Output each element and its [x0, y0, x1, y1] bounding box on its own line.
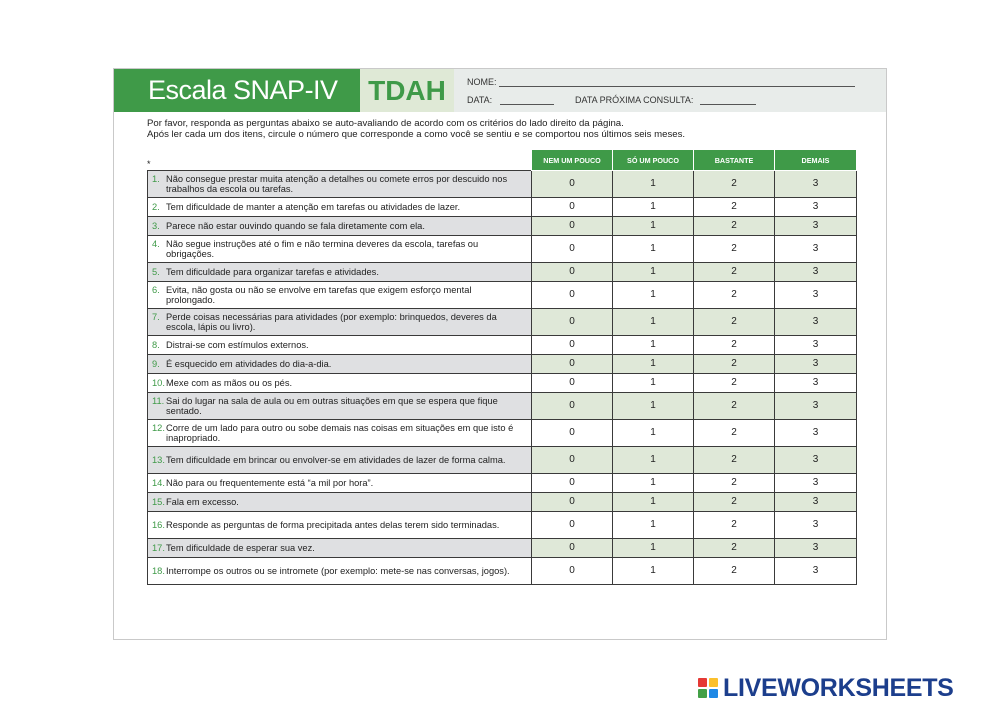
table-row [148, 198, 857, 217]
question-text: Não segue instruções até o fim e não termina deveres da escola, tarefas ou obrigações. [166, 238, 479, 259]
score-option[interactable]: 0 [532, 512, 613, 539]
column-header: DEMAIS [775, 150, 857, 171]
table-row [148, 309, 857, 336]
score-option[interactable]: 1 [613, 474, 694, 493]
score-option[interactable]: 1 [613, 447, 694, 474]
next-date-label: DATA PRÓXIMA CONSULTA: [575, 95, 694, 105]
brand-name: LIVEWORKSHEETS [723, 673, 954, 702]
question-cell [148, 282, 532, 309]
table-row [148, 171, 857, 198]
question-number: 3. [152, 220, 160, 231]
table-row [148, 420, 857, 447]
question-number: 7. [152, 311, 160, 322]
table-row [148, 558, 857, 585]
score-option[interactable]: 1 [613, 309, 694, 336]
question-text: Tem dificuldade para organizar tarefas e atividades. [166, 266, 379, 277]
score-option[interactable]: 0 [532, 282, 613, 309]
question-text: Tem dificuldade de esperar sua vez. [166, 542, 315, 553]
score-option[interactable]: 0 [532, 217, 613, 236]
score-option[interactable]: 3 [775, 236, 857, 263]
score-option[interactable]: 3 [775, 355, 857, 374]
score-option[interactable]: 3 [775, 374, 857, 393]
score-option[interactable]: 0 [532, 420, 613, 447]
question-cell [148, 263, 532, 282]
question-number: 6. [152, 284, 160, 295]
question-number: 2. [152, 201, 160, 212]
score-option[interactable]: 2 [694, 512, 775, 539]
table-row [148, 236, 857, 263]
table-row [148, 393, 857, 420]
score-option[interactable]: 2 [694, 263, 775, 282]
table-header-row [148, 150, 857, 171]
logo-square [709, 689, 718, 698]
question-cell [148, 198, 532, 217]
score-option[interactable]: 3 [775, 512, 857, 539]
question-cell [148, 309, 532, 336]
questionnaire-table [147, 149, 857, 585]
score-option[interactable]: 3 [775, 171, 857, 198]
score-option[interactable]: 1 [613, 512, 694, 539]
question-number: 18. [152, 565, 165, 576]
score-option[interactable]: 2 [694, 374, 775, 393]
score-option[interactable]: 3 [775, 420, 857, 447]
score-option[interactable]: 2 [694, 282, 775, 309]
table-row [148, 355, 857, 374]
question-number: 10. [152, 377, 165, 388]
score-option[interactable]: 3 [775, 393, 857, 420]
column-header: NEM UM POUCO [532, 150, 613, 171]
date-field[interactable] [500, 104, 554, 105]
score-option[interactable]: 1 [613, 217, 694, 236]
score-option[interactable]: 2 [694, 474, 775, 493]
score-option[interactable]: 0 [532, 355, 613, 374]
question-cell [148, 374, 532, 393]
table-row [148, 512, 857, 539]
instructions-line-1: Por favor, responda as perguntas abaixo se auto-avaliando de acordo com os critérios do lado direito da página. [147, 118, 624, 129]
patient-fields [454, 69, 886, 112]
question-cell [148, 393, 532, 420]
name-label: NOME: [467, 77, 497, 87]
score-option[interactable]: 3 [775, 309, 857, 336]
question-text: Sai do lugar na sala de aula ou em outras situações em que se espera que fique sentado. [166, 395, 498, 416]
score-option[interactable]: 2 [694, 171, 775, 198]
question-cell [148, 512, 532, 539]
question-number: 14. [152, 477, 165, 488]
score-option[interactable]: 1 [613, 493, 694, 512]
scale-title: Escala SNAP-IV [114, 69, 360, 112]
score-option[interactable]: 0 [532, 474, 613, 493]
header-blank [148, 150, 532, 171]
score-option[interactable]: 2 [694, 355, 775, 374]
score-option[interactable]: 3 [775, 447, 857, 474]
score-option[interactable]: 0 [532, 309, 613, 336]
score-option[interactable]: 3 [775, 263, 857, 282]
question-text: Distrai-se com estímulos externos. [166, 339, 309, 350]
question-text: Fala em excesso. [166, 496, 239, 507]
score-option[interactable]: 2 [694, 420, 775, 447]
question-number: 5. [152, 266, 160, 277]
logo-square [709, 678, 718, 687]
score-option[interactable]: 2 [694, 539, 775, 558]
score-option[interactable]: 1 [613, 336, 694, 355]
worksheet [113, 68, 887, 640]
table-row [148, 217, 857, 236]
question-number: 13. [152, 454, 165, 465]
score-option[interactable]: 2 [694, 447, 775, 474]
score-option[interactable]: 1 [613, 558, 694, 585]
question-text: Tem dificuldade em brincar ou envolver-se em atividades de lazer de forma calma. [166, 454, 506, 465]
score-option[interactable]: 0 [532, 374, 613, 393]
score-option[interactable]: 3 [775, 474, 857, 493]
questions-body [148, 171, 857, 585]
score-option[interactable]: 0 [532, 171, 613, 198]
name-field[interactable] [499, 86, 855, 87]
score-option[interactable]: 1 [613, 198, 694, 217]
question-cell [148, 474, 532, 493]
score-option[interactable]: 1 [613, 282, 694, 309]
instructions [147, 118, 685, 140]
question-number: 17. [152, 542, 165, 553]
table-row [148, 447, 857, 474]
question-text: Parece não estar ouvindo quando se fala diretamente com ela. [166, 220, 425, 231]
logo-square [698, 689, 707, 698]
score-option[interactable]: 3 [775, 539, 857, 558]
score-option[interactable]: 3 [775, 282, 857, 309]
instructions-line-2: Após ler cada um dos itens, circule o número que corresponde a como você se sentiu e se comportou nos últimos seis meses. [147, 129, 686, 140]
score-option[interactable]: 1 [613, 263, 694, 282]
score-option[interactable]: 2 [694, 236, 775, 263]
question-number: 9. [152, 358, 160, 369]
question-number: 4. [152, 238, 160, 249]
score-option[interactable]: 0 [532, 393, 613, 420]
question-number: 12. [152, 422, 165, 433]
question-number: 16. [152, 519, 165, 530]
table-row [148, 474, 857, 493]
question-text: Perde coisas necessárias para atividades (por exemplo: brinquedos, deveres da escola, lápis ou livro). [166, 311, 497, 332]
question-text: Tem dificuldade de manter a atenção em tarefas ou atividades de lazer. [166, 201, 461, 212]
question-text: Corre de um lado para outro ou sobe demais nas coisas em situações em que isto é inapropriado. [166, 422, 514, 443]
question-number: 11. [152, 395, 165, 406]
score-option[interactable]: 0 [532, 558, 613, 585]
score-option[interactable]: 3 [775, 217, 857, 236]
score-option[interactable]: 3 [775, 198, 857, 217]
score-option[interactable]: 1 [613, 539, 694, 558]
logo-square [698, 678, 707, 687]
scale-subtitle: TDAH [360, 69, 454, 112]
score-option[interactable]: 2 [694, 493, 775, 512]
score-option[interactable]: 2 [694, 198, 775, 217]
score-option[interactable]: 3 [775, 336, 857, 355]
score-option[interactable]: 3 [775, 493, 857, 512]
score-option[interactable]: 1 [613, 355, 694, 374]
asterisk: * [147, 159, 151, 169]
column-header: BASTANTE [694, 150, 775, 171]
score-option[interactable]: 2 [694, 309, 775, 336]
question-text: Não para ou frequentemente está “a mil por hora”. [166, 477, 374, 488]
question-cell [148, 539, 532, 558]
question-cell [148, 336, 532, 355]
table-row [148, 263, 857, 282]
question-cell [148, 217, 532, 236]
score-option[interactable]: 2 [694, 393, 775, 420]
question-cell [148, 493, 532, 512]
score-option[interactable]: 0 [532, 493, 613, 512]
score-option[interactable]: 2 [694, 217, 775, 236]
score-option[interactable]: 0 [532, 198, 613, 217]
liveworksheets-brand [698, 673, 954, 703]
score-option[interactable]: 0 [532, 539, 613, 558]
question-number: 8. [152, 339, 160, 350]
liveworksheets-logo-icon [698, 678, 718, 698]
table-row [148, 493, 857, 512]
table-row [148, 539, 857, 558]
table-row [148, 282, 857, 309]
score-option[interactable]: 2 [694, 558, 775, 585]
score-option[interactable]: 2 [694, 336, 775, 355]
question-text: Mexe com as mãos ou os pés. [166, 377, 293, 388]
table-row [148, 336, 857, 355]
question-cell [148, 171, 532, 198]
question-cell [148, 420, 532, 447]
score-option[interactable]: 1 [613, 171, 694, 198]
next-date-field[interactable] [700, 104, 756, 105]
question-number: 1. [152, 173, 160, 184]
question-cell [148, 236, 532, 263]
score-option[interactable]: 0 [532, 263, 613, 282]
date-label: DATA: [467, 95, 493, 105]
question-text: Responde as perguntas de forma precipitada antes delas terem sido terminadas. [166, 519, 500, 530]
question-cell [148, 447, 532, 474]
question-text: Evita, não gosta ou não se envolve em tarefas que exigem esforço mental prolongado. [166, 284, 472, 305]
score-option[interactable]: 1 [613, 236, 694, 263]
score-option[interactable]: 0 [532, 447, 613, 474]
score-option[interactable]: 1 [613, 420, 694, 447]
question-text: Não consegue prestar muita atenção a detalhes ou comete erros por descuido nos trabalhos da escola ou tarefas. [166, 173, 508, 194]
question-cell [148, 355, 532, 374]
score-option[interactable]: 0 [532, 236, 613, 263]
question-text: É esquecido em atividades do dia-a-dia. [166, 358, 332, 369]
table-row [148, 374, 857, 393]
score-option[interactable]: 0 [532, 336, 613, 355]
question-cell [148, 558, 532, 585]
score-option[interactable]: 1 [613, 393, 694, 420]
score-option[interactable]: 1 [613, 374, 694, 393]
question-text: Interrompe os outros ou se intromete (por exemplo: mete-se nas conversas, jogos). [166, 565, 510, 576]
column-header: SÓ UM POUCO [613, 150, 694, 171]
score-option[interactable]: 3 [775, 558, 857, 585]
question-number: 15. [152, 496, 165, 507]
